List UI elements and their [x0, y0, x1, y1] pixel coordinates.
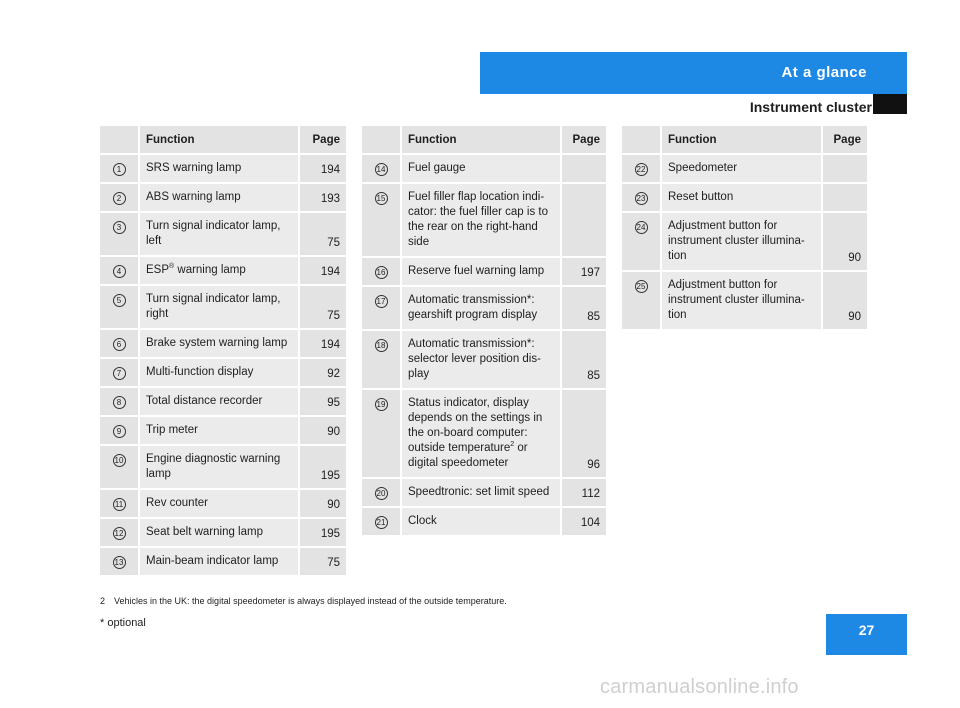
table-row — [362, 390, 606, 479]
function-text: Automatic transmission*: selector lever position dis-play — [408, 338, 541, 380]
function-text: Adjustment button for instrument cluster illumina-tion — [668, 220, 805, 262]
table-row — [100, 359, 346, 388]
item-number-cell — [100, 519, 140, 548]
page-cell: 85 — [560, 331, 606, 390]
item-number-cell — [622, 213, 662, 272]
function-cell — [140, 519, 298, 548]
header-number-cell — [100, 126, 140, 155]
table-header-row — [100, 126, 346, 155]
function-text: ESP — [146, 264, 170, 276]
black-tab-marker — [873, 94, 907, 114]
table-row — [100, 213, 346, 257]
function-text: Engine diagnostic warning lamp — [146, 453, 281, 480]
page-cell: 95 — [298, 388, 346, 417]
table-row — [100, 490, 346, 519]
item-number-badge: 17 — [375, 295, 388, 308]
table-row — [100, 388, 346, 417]
item-number-cell — [100, 184, 140, 213]
table-row — [362, 155, 606, 184]
function-cell — [662, 213, 821, 272]
function-text: Fuel filler flap location indi-cator: the fuel filler cap is to the rear on the right-hand side — [408, 191, 548, 248]
item-number-cell — [362, 508, 402, 537]
page-cell: 96 — [560, 390, 606, 479]
superscript-mark: 2 — [510, 441, 515, 449]
table-row — [100, 184, 346, 213]
function-table-1 — [100, 126, 346, 577]
function-text: Clock — [408, 515, 437, 527]
function-cell — [140, 257, 298, 286]
table-row — [362, 479, 606, 508]
item-number-badge: 23 — [635, 192, 648, 205]
function-text-continued: or digital speedometer — [408, 442, 528, 469]
function-table-2 — [362, 126, 606, 537]
page-cell: 92 — [298, 359, 346, 388]
function-cell — [140, 359, 298, 388]
function-text: Turn signal indicator lamp, right — [146, 293, 281, 320]
header-function: Function — [140, 126, 298, 155]
function-text: ABS warning lamp — [146, 191, 241, 203]
table-row — [362, 287, 606, 331]
function-cell — [140, 213, 298, 257]
item-number-badge: 18 — [375, 339, 388, 352]
item-number-cell — [622, 184, 662, 213]
function-text: Fuel gauge — [408, 162, 466, 174]
page-cell: 193 — [298, 184, 346, 213]
item-number-badge: 11 — [113, 498, 126, 511]
function-text: SRS warning lamp — [146, 162, 242, 174]
function-table-3 — [622, 126, 867, 331]
page-cell: 90 — [821, 213, 867, 272]
function-text: Reset button — [668, 191, 734, 203]
page-cell: 75 — [298, 213, 346, 257]
function-cell — [140, 330, 298, 359]
function-text: Speedometer — [668, 162, 738, 174]
function-cell — [140, 388, 298, 417]
item-number-cell — [100, 548, 140, 577]
function-cell — [140, 286, 298, 330]
section-banner: At a glance — [480, 52, 907, 94]
function-text: Seat belt warning lamp — [146, 526, 263, 538]
page-cell — [821, 184, 867, 213]
function-text: Speedtronic: set limit speed — [408, 486, 550, 498]
table-row — [362, 258, 606, 287]
function-cell — [402, 258, 560, 287]
item-number-cell — [100, 257, 140, 286]
item-number-cell — [622, 272, 662, 331]
page-cell: 85 — [560, 287, 606, 331]
function-text: Main-beam indicator lamp — [146, 555, 279, 567]
item-number-badge: 7 — [113, 367, 126, 380]
function-cell — [662, 155, 821, 184]
item-number-cell — [622, 155, 662, 184]
page-cell: 90 — [821, 272, 867, 331]
table-row — [622, 184, 867, 213]
page-cell: 75 — [298, 548, 346, 577]
header-function: Function — [402, 126, 560, 155]
item-number-cell — [362, 184, 402, 258]
item-number-cell — [362, 155, 402, 184]
table-header-row — [362, 126, 606, 155]
function-text: Automatic transmission*: gearshift program display — [408, 294, 538, 321]
function-cell — [140, 490, 298, 519]
table-header-row — [622, 126, 867, 155]
page-number: 27 — [826, 614, 907, 655]
page-cell: 194 — [298, 257, 346, 286]
table-row — [622, 272, 867, 331]
item-number-cell — [100, 155, 140, 184]
header-page: Page — [560, 126, 606, 155]
function-cell — [140, 446, 298, 490]
table-row — [100, 417, 346, 446]
item-number-badge: 5 — [113, 294, 126, 307]
item-number-badge: 3 — [113, 221, 126, 234]
table-row — [100, 519, 346, 548]
table-row — [100, 548, 346, 577]
function-text: Brake system warning lamp — [146, 337, 288, 349]
item-number-badge: 20 — [375, 487, 388, 500]
header-page: Page — [821, 126, 867, 155]
header-number-cell — [622, 126, 662, 155]
function-cell — [402, 184, 560, 258]
table-row — [100, 257, 346, 286]
item-number-badge: 6 — [113, 338, 126, 351]
item-number-cell — [362, 258, 402, 287]
item-number-badge: 13 — [113, 556, 126, 569]
item-number-cell — [100, 388, 140, 417]
page-cell: 112 — [560, 479, 606, 508]
page-cell: 195 — [298, 519, 346, 548]
function-text: Status indicator, display depends on the settings in the on-board computer: outside temperature — [408, 397, 543, 454]
function-cell — [402, 331, 560, 390]
table-row — [100, 155, 346, 184]
superscript-mark: ® — [169, 263, 175, 271]
item-number-badge: 14 — [375, 163, 388, 176]
item-number-cell — [362, 390, 402, 479]
table-row — [622, 155, 867, 184]
item-number-cell — [362, 287, 402, 331]
footnote-number: 2 — [100, 596, 106, 606]
table-row — [362, 508, 606, 537]
function-text: Multi-function display — [146, 366, 254, 378]
header-page: Page — [298, 126, 346, 155]
item-number-cell — [100, 286, 140, 330]
function-cell — [402, 508, 560, 537]
page-cell — [560, 155, 606, 184]
table-row — [100, 286, 346, 330]
table-row — [622, 213, 867, 272]
item-number-badge: 4 — [113, 265, 126, 278]
function-text: Adjustment button for instrument cluster illumina-tion — [668, 279, 805, 321]
page-cell — [560, 184, 606, 258]
page-cell: 90 — [298, 417, 346, 446]
table-row — [362, 184, 606, 258]
function-cell — [402, 287, 560, 331]
page-cell: 197 — [560, 258, 606, 287]
item-number-badge: 22 — [635, 163, 648, 176]
function-cell — [140, 548, 298, 577]
section-title: Instrument cluster — [749, 99, 872, 115]
function-cell — [402, 155, 560, 184]
function-cell — [662, 272, 821, 331]
table-row — [100, 330, 346, 359]
item-number-badge: 8 — [113, 396, 126, 409]
footnote-text: Vehicles in the UK: the digital speedometer is always displayed instead of the outside temperature. — [114, 596, 507, 606]
page-cell: 104 — [560, 508, 606, 537]
page-cell: 75 — [298, 286, 346, 330]
item-number-cell — [100, 213, 140, 257]
table-row — [362, 331, 606, 390]
function-cell — [140, 184, 298, 213]
function-text: Turn signal indicator lamp, left — [146, 220, 281, 247]
item-number-badge: 25 — [635, 280, 648, 293]
function-cell — [402, 390, 560, 479]
item-number-badge: 21 — [375, 516, 388, 529]
function-text: Rev counter — [146, 497, 209, 509]
item-number-cell — [362, 479, 402, 508]
function-cell — [140, 417, 298, 446]
item-number-cell — [100, 330, 140, 359]
item-number-cell — [100, 417, 140, 446]
item-number-cell — [362, 331, 402, 390]
page-cell: 90 — [298, 490, 346, 519]
page-cell: 195 — [298, 446, 346, 490]
function-text: Reserve fuel warning lamp — [408, 265, 545, 277]
item-number-badge: 10 — [113, 454, 126, 467]
item-number-badge: 9 — [113, 425, 126, 438]
function-text-continued: warning lamp — [174, 264, 246, 276]
item-number-badge: 15 — [375, 192, 388, 205]
page-cell: 194 — [298, 155, 346, 184]
function-cell — [140, 155, 298, 184]
item-number-badge: 2 — [113, 192, 126, 205]
table-row — [100, 446, 346, 490]
page-cell — [821, 155, 867, 184]
function-text: Total distance recorder — [146, 395, 263, 407]
item-number-badge: 1 — [113, 163, 126, 176]
item-number-badge: 12 — [113, 527, 126, 540]
item-number-cell — [100, 490, 140, 519]
function-cell — [662, 184, 821, 213]
page-cell: 194 — [298, 330, 346, 359]
item-number-cell — [100, 446, 140, 490]
function-text: Trip meter — [146, 424, 198, 436]
footnote — [100, 596, 507, 606]
header-function: Function — [662, 126, 821, 155]
header-number-cell — [362, 126, 402, 155]
item-number-badge: 16 — [375, 266, 388, 279]
item-number-badge: 24 — [635, 221, 648, 234]
function-cell — [402, 479, 560, 508]
item-number-cell — [100, 359, 140, 388]
watermark-text: carmanualsonline.info — [600, 676, 799, 698]
optional-note: * optional — [100, 617, 146, 629]
item-number-badge: 19 — [375, 398, 388, 411]
